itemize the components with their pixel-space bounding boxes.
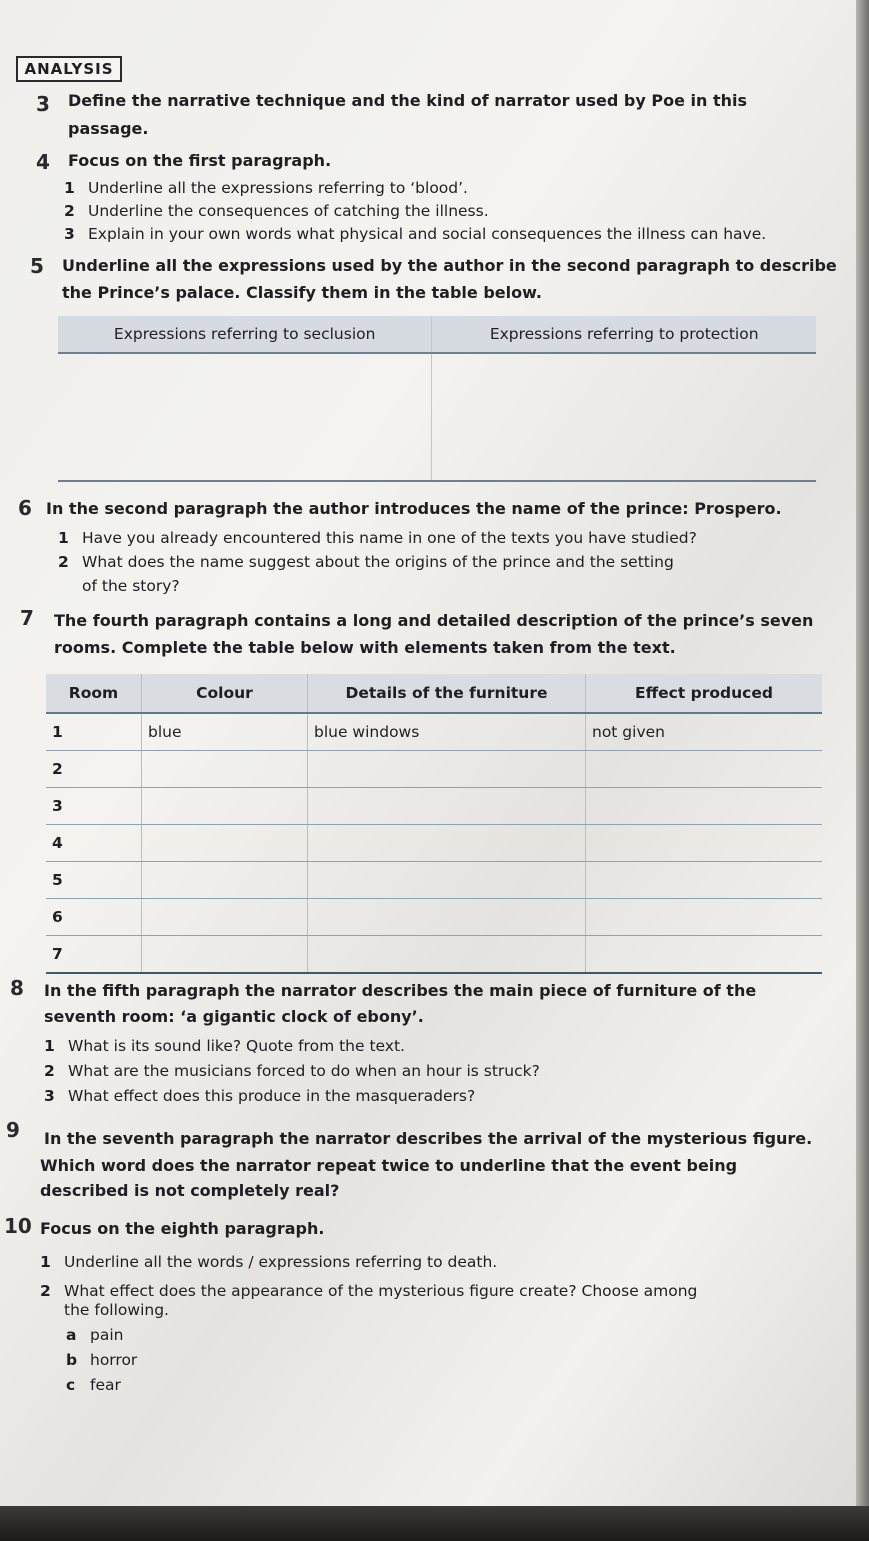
colour-cell[interactable]	[142, 899, 308, 936]
question-10-text: Focus on the eighth paragraph.	[40, 1219, 325, 1238]
question-3-line1: Define the narrative technique and the kind of narrator used by Poe in this	[68, 91, 748, 110]
item-number: 2	[40, 1282, 51, 1300]
question-10-number: 10	[4, 1214, 32, 1238]
option-letter: c	[66, 1376, 76, 1394]
question-4-item-3	[64, 222, 766, 246]
question-5-line1: Underline all the expressions used by the author in the second paragraph to describe	[62, 256, 837, 275]
table-row	[46, 825, 822, 862]
option-letter: a	[66, 1326, 77, 1344]
item-number: 2	[58, 553, 69, 571]
table-header-protection: Expressions referring to protection	[432, 316, 816, 353]
table-row	[46, 862, 822, 899]
item-text: Underline all the expressions referring to ‘blood’.	[88, 179, 468, 197]
question-6-item-2	[58, 550, 674, 574]
item-text: Underline all the words / expressions referring to death.	[64, 1253, 498, 1271]
question-4-item-1	[64, 176, 468, 200]
question-6-item-2-line2: of the story?	[82, 577, 180, 595]
table-row	[46, 788, 822, 825]
item-text: Underline the consequences of catching the illness.	[88, 202, 489, 220]
item-number: 3	[64, 225, 75, 243]
colour-cell[interactable]: blue	[142, 713, 308, 751]
item-text: What effect does this produce in the masqueraders?	[68, 1087, 476, 1105]
header-effect: Effect produced	[586, 674, 823, 713]
option-text: pain	[90, 1326, 124, 1344]
question-5-number: 5	[30, 254, 44, 278]
details-cell[interactable]: blue windows	[308, 713, 586, 751]
desk-background	[0, 1506, 869, 1541]
rooms-table	[46, 674, 822, 974]
colour-cell[interactable]	[142, 788, 308, 825]
effect-cell[interactable]	[586, 825, 823, 862]
room-number: 4	[46, 825, 142, 862]
question-10-item-1	[40, 1250, 497, 1274]
table-header-seclusion: Expressions referring to seclusion	[58, 316, 432, 353]
protection-cell[interactable]	[432, 353, 816, 481]
effect-cell[interactable]	[586, 751, 823, 788]
item-number: 2	[44, 1062, 55, 1080]
table-row	[46, 899, 822, 936]
item-text: What effect does the appearance of the mysterious figure create? Choose among	[64, 1282, 698, 1300]
effect-cell[interactable]: not given	[586, 713, 823, 751]
question-7-line2: rooms. Complete the table below with elements taken from the text.	[54, 638, 676, 657]
question-8-line1: In the fifth paragraph the narrator describes the main piece of furniture of the	[44, 981, 757, 1000]
details-cell[interactable]	[308, 899, 586, 936]
effect-cell[interactable]	[586, 899, 823, 936]
item-text: Explain in your own words what physical and social consequences the illness can have.	[88, 225, 767, 243]
seclusion-cell[interactable]	[58, 353, 432, 481]
option-text: fear	[90, 1376, 121, 1394]
effect-cell[interactable]	[586, 788, 823, 825]
item-number: 3	[44, 1087, 55, 1105]
item-text: What is its sound like? Quote from the text.	[68, 1037, 405, 1055]
details-cell[interactable]	[308, 936, 586, 974]
question-9-line2: Which word does the narrator repeat twice to underline that the event being	[40, 1156, 738, 1175]
question-6-number: 6	[18, 496, 32, 520]
item-number: 1	[64, 179, 75, 197]
item-number: 1	[58, 529, 69, 547]
option-text: horror	[90, 1351, 138, 1369]
item-text: Have you already encountered this name in one of the texts you have studied?	[82, 529, 697, 547]
option-a[interactable]	[66, 1323, 123, 1347]
room-number: 1	[46, 713, 142, 751]
question-7-number: 7	[20, 606, 34, 630]
room-number: 5	[46, 862, 142, 899]
question-6-text: In the second paragraph the author introduces the name of the prince: Prospero.	[46, 499, 782, 518]
question-4-item-2	[64, 199, 489, 223]
effect-cell[interactable]	[586, 862, 823, 899]
question-9-line3: described is not completely real?	[40, 1181, 340, 1200]
table-row	[46, 936, 822, 974]
details-cell[interactable]	[308, 788, 586, 825]
item-number: 2	[64, 202, 75, 220]
room-number: 6	[46, 899, 142, 936]
section-label: ANALYSIS	[16, 56, 122, 82]
details-cell[interactable]	[308, 751, 586, 788]
question-3-number: 3	[36, 92, 50, 116]
item-number: 1	[40, 1253, 51, 1271]
question-8-number: 8	[10, 976, 24, 1000]
question-9-number: 9	[6, 1118, 20, 1142]
colour-cell[interactable]	[142, 936, 308, 974]
item-number: 1	[44, 1037, 55, 1055]
room-number: 7	[46, 936, 142, 974]
room-number: 2	[46, 751, 142, 788]
colour-cell[interactable]	[142, 751, 308, 788]
question-4-text: Focus on the first paragraph.	[68, 151, 332, 170]
question-6-item-1	[58, 526, 697, 550]
details-cell[interactable]	[308, 825, 586, 862]
question-3-line2: passage.	[68, 119, 149, 138]
option-b[interactable]	[66, 1348, 137, 1372]
question-8-line2: seventh room: ‘a gigantic clock of ebony’.	[44, 1007, 424, 1026]
page-edge-shadow	[856, 0, 869, 1541]
option-c[interactable]	[66, 1373, 121, 1397]
question-5-line2: the Prince’s palace. Classify them in the table below.	[62, 283, 542, 302]
item-text: What does the name suggest about the origins of the prince and the setting	[82, 553, 674, 571]
question-8-item-3	[44, 1084, 475, 1108]
table-row	[46, 751, 822, 788]
header-details: Details of the furniture	[308, 674, 586, 713]
item-text: What are the musicians forced to do when an hour is struck?	[68, 1062, 540, 1080]
colour-cell[interactable]	[142, 825, 308, 862]
details-cell[interactable]	[308, 862, 586, 899]
question-8-item-2	[44, 1059, 540, 1083]
table-row	[46, 713, 822, 751]
question-7-line1: The fourth paragraph contains a long and detailed description of the prince’s seven	[54, 611, 814, 630]
header-room: Room	[46, 674, 142, 713]
question-10-item-2-line2: the following.	[64, 1301, 169, 1319]
colour-cell[interactable]	[142, 862, 308, 899]
palace-expressions-table	[58, 316, 816, 482]
header-colour: Colour	[142, 674, 308, 713]
question-4-number: 4	[36, 150, 50, 174]
room-number: 3	[46, 788, 142, 825]
option-letter: b	[66, 1351, 78, 1369]
question-9-line1: In the seventh paragraph the narrator describes the arrival of the mysterious figure.	[44, 1129, 813, 1148]
question-8-item-1	[44, 1034, 405, 1058]
effect-cell[interactable]	[586, 936, 823, 974]
